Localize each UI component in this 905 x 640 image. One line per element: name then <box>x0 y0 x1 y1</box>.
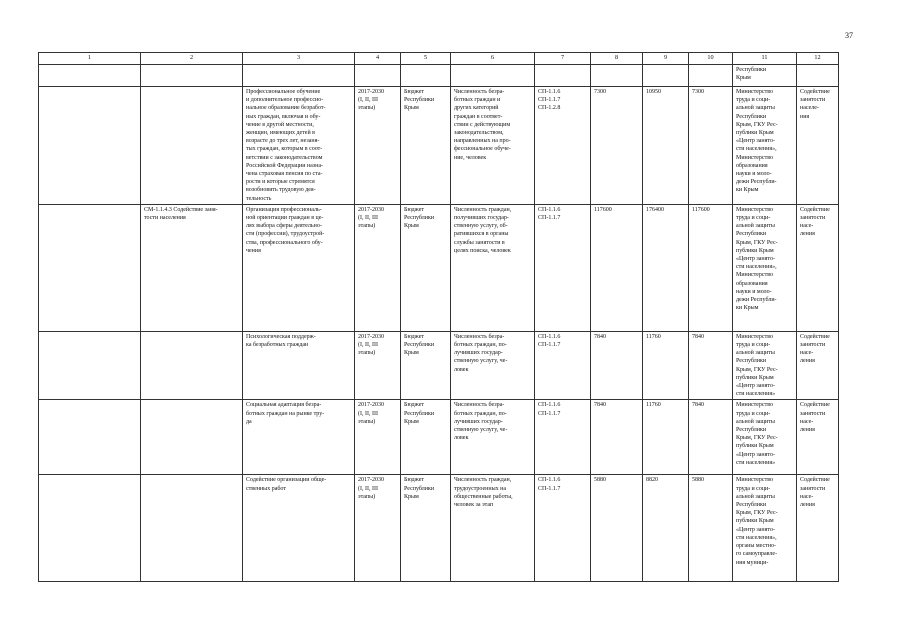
row-section: СМ-1.1.4.3 Содействие заня- тости населения <box>141 204 243 331</box>
row-period: 2017-2030 (I, II, III этапы) <box>355 87 401 205</box>
continuation-cell: Республики Крым <box>733 65 797 87</box>
table-row <box>39 331 839 400</box>
row-activity: Психологическая поддерж- ка безработных граждан <box>243 331 355 400</box>
table-cell <box>39 204 141 331</box>
column-header: 1 <box>39 53 141 65</box>
column-header: 7 <box>535 53 591 65</box>
row-responsible: Министерство труда и соци- альной защиты Республики Крым, ГКУ Рес- публики Крым «Центр занято- сти населения» <box>733 331 797 400</box>
row-value-10: 5880 <box>689 475 733 582</box>
row-value-10: 7300 <box>689 87 733 205</box>
row-codes: СП-1.1.6 СП-1.1.7 СП-1.2.8 <box>535 87 591 205</box>
row-indicator: Численность безра- ботных граждан, по- лучивших государ- ственную услугу, че- ловек <box>451 400 535 475</box>
row-codes: СП-1.1.6 СП-1.1.7 <box>535 331 591 400</box>
column-header: 8 <box>591 53 643 65</box>
row-codes: СП-1.1.6 СП-1.1.7 <box>535 400 591 475</box>
row-goal: Содействие занятости насе- ления <box>797 204 839 331</box>
table-cell <box>535 65 591 87</box>
table-row <box>39 475 839 582</box>
table-cell <box>39 400 141 475</box>
row-indicator: Численность граждан, получивших государ- ственную услугу, об- ратившихся в органы службы занятости в целях поиска, человек <box>451 204 535 331</box>
table-cell <box>355 65 401 87</box>
column-header: 2 <box>141 53 243 65</box>
column-header: 3 <box>243 53 355 65</box>
row-value-9: 11760 <box>643 331 689 400</box>
row-goal: Содействие занятости насе- ления <box>797 400 839 475</box>
row-activity: Социальная адаптация безра- ботных граждан на рынке тру- да <box>243 400 355 475</box>
row-value-8: 7300 <box>591 87 643 205</box>
row-goal: Содействие занятости населе- ния <box>797 87 839 205</box>
row-funding: Бюджет Республики Крым <box>401 475 451 582</box>
table-cell <box>243 65 355 87</box>
row-activity: Профессиональное обучение и дополнительное профессио- нальное образование безработ- ных граждан, включая и обу- чение в другой местности, женщин, имеющих детей в возрасте до трех лет, незаня- тых граждан, которым в соот- ветствии с законодательством Российской Федерации назна- чена страховая пенсия по ста- рости и которые стремятся возобновить трудовую дея- тельность <box>243 87 355 205</box>
row-codes: СП-1.1.6 СП-1.1.7 <box>535 475 591 582</box>
table-cell <box>39 331 141 400</box>
column-header: 5 <box>401 53 451 65</box>
table-cell <box>401 65 451 87</box>
row-period: 2017-2030 (I, II, III этапы) <box>355 204 401 331</box>
table-cell <box>643 65 689 87</box>
table-cell <box>689 65 733 87</box>
table-row <box>39 400 839 475</box>
table-cell <box>797 65 839 87</box>
row-activity: Содействие организации обще- ственных работ <box>243 475 355 582</box>
row-value-8: 7840 <box>591 331 643 400</box>
row-value-9: 8820 <box>643 475 689 582</box>
row-value-9: 11760 <box>643 400 689 475</box>
table-row <box>39 87 839 205</box>
table-cell <box>141 65 243 87</box>
table-cell <box>141 400 243 475</box>
table-cell <box>141 331 243 400</box>
row-value-10: 7840 <box>689 400 733 475</box>
column-header: 10 <box>689 53 733 65</box>
row-responsible: Министерство труда и соци- альной защиты Республики Крым, ГКУ Рес- публики Крым «Центр занято- сти населения», Министерство образования науки и моло- дежи Республи- ки Крым <box>733 87 797 205</box>
row-value-10: 7840 <box>689 331 733 400</box>
table-cell <box>591 65 643 87</box>
table-row <box>39 204 839 331</box>
row-period: 2017-2030 (I, II, III этапы) <box>355 331 401 400</box>
page-number: 37 <box>845 31 853 40</box>
row-indicator: Численность безра- ботных граждан и других категорий граждан в соответ- ствии с действующим законодательством, направленных на про- фессиональное обуче- ние, человек <box>451 87 535 205</box>
table-cell <box>39 475 141 582</box>
continuation-row <box>39 65 839 87</box>
row-responsible: Министерство труда и соци- альной защиты Республики Крым, ГКУ Рес- публики Крым «Центр занято- сти населения» <box>733 400 797 475</box>
row-responsible: Министерство труда и соци- альной защиты Республики Крым, ГКУ Рес- публики Крым «Центр занято- сти населения», органы местно- го самоуправле- ния муници- <box>733 475 797 582</box>
column-header: 12 <box>797 53 839 65</box>
column-header: 11 <box>733 53 797 65</box>
row-period: 2017-2030 (I, II, III этапы) <box>355 475 401 582</box>
row-section <box>39 87 141 205</box>
table-cell <box>451 65 535 87</box>
row-responsible: Министерство труда и соци- альной защиты Республики Крым, ГКУ Рес- публики Крым «Центр занято- сти населения», Министерство образования науки и моло- дежи Республи- ки Крым <box>733 204 797 331</box>
table-cell <box>141 475 243 582</box>
table-cell <box>39 65 141 87</box>
row-goal: Содействие занятости насе- ления <box>797 475 839 582</box>
row-funding: Бюджет Республики Крым <box>401 400 451 475</box>
row-indicator: Численность безра- ботных граждан, по- лучивших государ- ственную услугу, че- ловек <box>451 331 535 400</box>
row-activity: Организация профессиональ- ной ориентации граждан в це- лях выбора сферы деятельно- сти (профессии), трудоустрой- ства, профессионального обу- чения <box>243 204 355 331</box>
row-indicator: Численность граждан, трудоустроенных на общественные работы, человек за этап <box>451 475 535 582</box>
row-funding: Бюджет Республики Крым <box>401 87 451 205</box>
row-funding: Бюджет Республики Крым <box>401 204 451 331</box>
row-funding: Бюджет Республики Крым <box>401 331 451 400</box>
header-row <box>39 53 839 65</box>
row-value-10: 117600 <box>689 204 733 331</box>
row-period: 2017-2030 (I, II, III этапы) <box>355 400 401 475</box>
table-cell <box>141 87 243 205</box>
row-goal: Содействие занятости насе- ления <box>797 331 839 400</box>
row-value-8: 5880 <box>591 475 643 582</box>
row-codes: СП-1.1.6 СП-1.1.7 <box>535 204 591 331</box>
row-value-9: 10950 <box>643 87 689 205</box>
row-value-8: 7840 <box>591 400 643 475</box>
row-value-8: 117600 <box>591 204 643 331</box>
program-table <box>38 52 839 582</box>
column-header: 6 <box>451 53 535 65</box>
column-header: 9 <box>643 53 689 65</box>
row-value-9: 176400 <box>643 204 689 331</box>
column-header: 4 <box>355 53 401 65</box>
